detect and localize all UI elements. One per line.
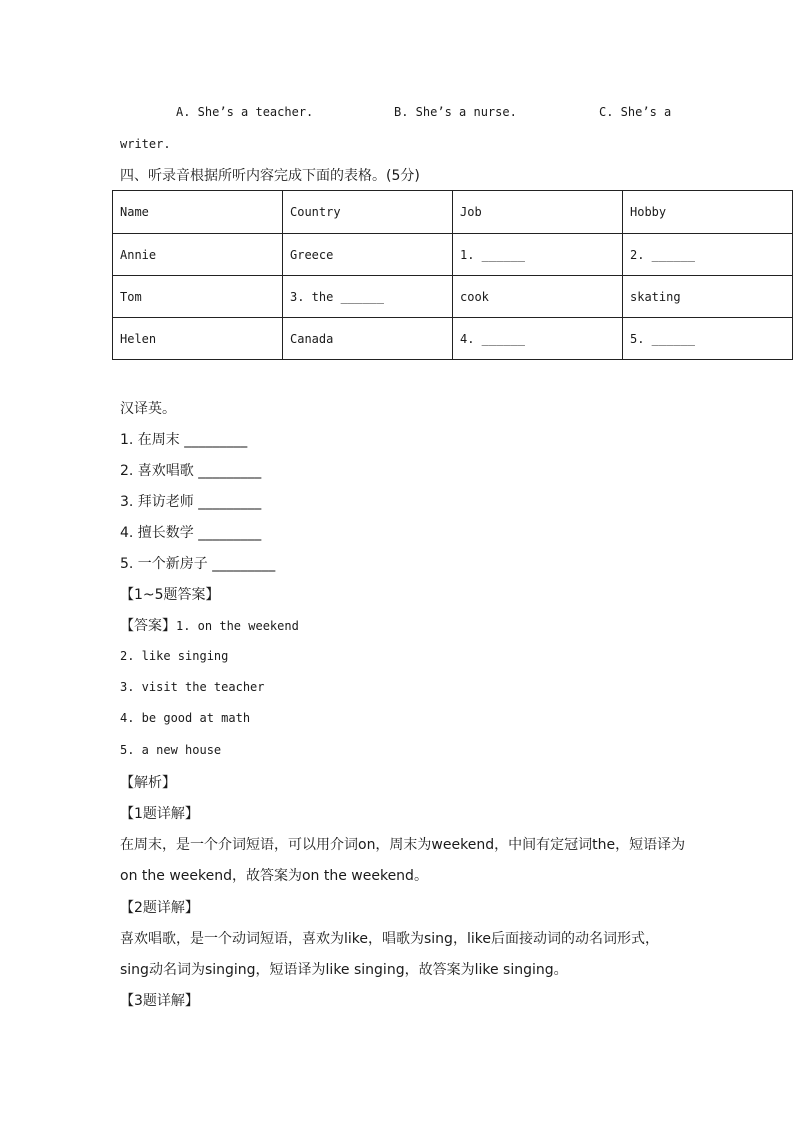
listening-table bbox=[112, 190, 793, 360]
answer-item: 2. like singing bbox=[120, 649, 229, 663]
table-cell: 4. ______ bbox=[453, 318, 623, 360]
q2-explanation-line: 喜欢唱歌，是一个动词短语，喜欢为like，唱歌为sing，like后面接动词的动名词形式， bbox=[120, 931, 659, 947]
table-cell: Tom bbox=[113, 276, 283, 318]
translation-item: 4. 擅长数学 _________ bbox=[120, 525, 262, 541]
q3-heading: 【3题详解】 bbox=[120, 993, 199, 1009]
answer-item: 5. a new house bbox=[120, 743, 222, 757]
answer-item: 1. on the weekend bbox=[176, 619, 299, 633]
header-cell: Country bbox=[283, 191, 453, 234]
answer-label: 【答案】 bbox=[120, 618, 176, 634]
answer-line bbox=[120, 615, 299, 635]
header-cell: Name bbox=[113, 191, 283, 234]
table-cell: 3. the ______ bbox=[283, 276, 453, 318]
table-cell: Annie bbox=[113, 234, 283, 276]
header-cell: Hobby bbox=[623, 191, 793, 234]
translation-item: 1. 在周末 _________ bbox=[120, 432, 248, 448]
table-row bbox=[113, 276, 793, 318]
option-c: C. She’s a bbox=[599, 105, 672, 119]
q2-explanation-line: sing动名词为singing，短语译为like singing，故答案为like singing。 bbox=[120, 962, 568, 978]
table-cell: 1. ______ bbox=[453, 234, 623, 276]
q1-heading: 【1题详解】 bbox=[120, 806, 199, 822]
table-cell: Greece bbox=[283, 234, 453, 276]
table-cell: skating bbox=[623, 276, 793, 318]
translation-title: 汉译英。 bbox=[120, 401, 176, 417]
answers-heading: 【1~5题答案】 bbox=[120, 587, 220, 603]
translation-item: 2. 喜欢唱歌 _________ bbox=[120, 463, 262, 479]
section-4-title: 四、听录音根据所听内容完成下面的表格。(5分) bbox=[120, 168, 420, 184]
table-cell: 5. ______ bbox=[623, 318, 793, 360]
option-c-continued: writer. bbox=[120, 137, 171, 151]
table-row bbox=[113, 234, 793, 276]
answer-item: 3. visit the teacher bbox=[120, 680, 265, 694]
analysis-heading: 【解析】 bbox=[120, 775, 176, 791]
translation-item: 5. 一个新房子 _________ bbox=[120, 556, 276, 572]
table-cell: Helen bbox=[113, 318, 283, 360]
q2-heading: 【2题详解】 bbox=[120, 900, 199, 916]
table-header-row bbox=[113, 191, 793, 234]
table-row bbox=[113, 318, 793, 360]
table-cell: 2. ______ bbox=[623, 234, 793, 276]
header-cell: Job bbox=[453, 191, 623, 234]
q1-explanation-line: 在周末，是一个介词短语，可以用介词on，周末为weekend，中间有定冠词the，短语译为 bbox=[120, 837, 686, 853]
translation-item: 3. 拜访老师 _________ bbox=[120, 494, 262, 510]
option-b: B. She’s a nurse. bbox=[394, 105, 517, 119]
answer-item: 4. be good at math bbox=[120, 711, 251, 725]
table-cell: Canada bbox=[283, 318, 453, 360]
q1-explanation-line: on the weekend，故答案为on the weekend。 bbox=[120, 868, 428, 884]
table-cell: cook bbox=[453, 276, 623, 318]
option-a: A. She’s a teacher. bbox=[176, 105, 314, 119]
